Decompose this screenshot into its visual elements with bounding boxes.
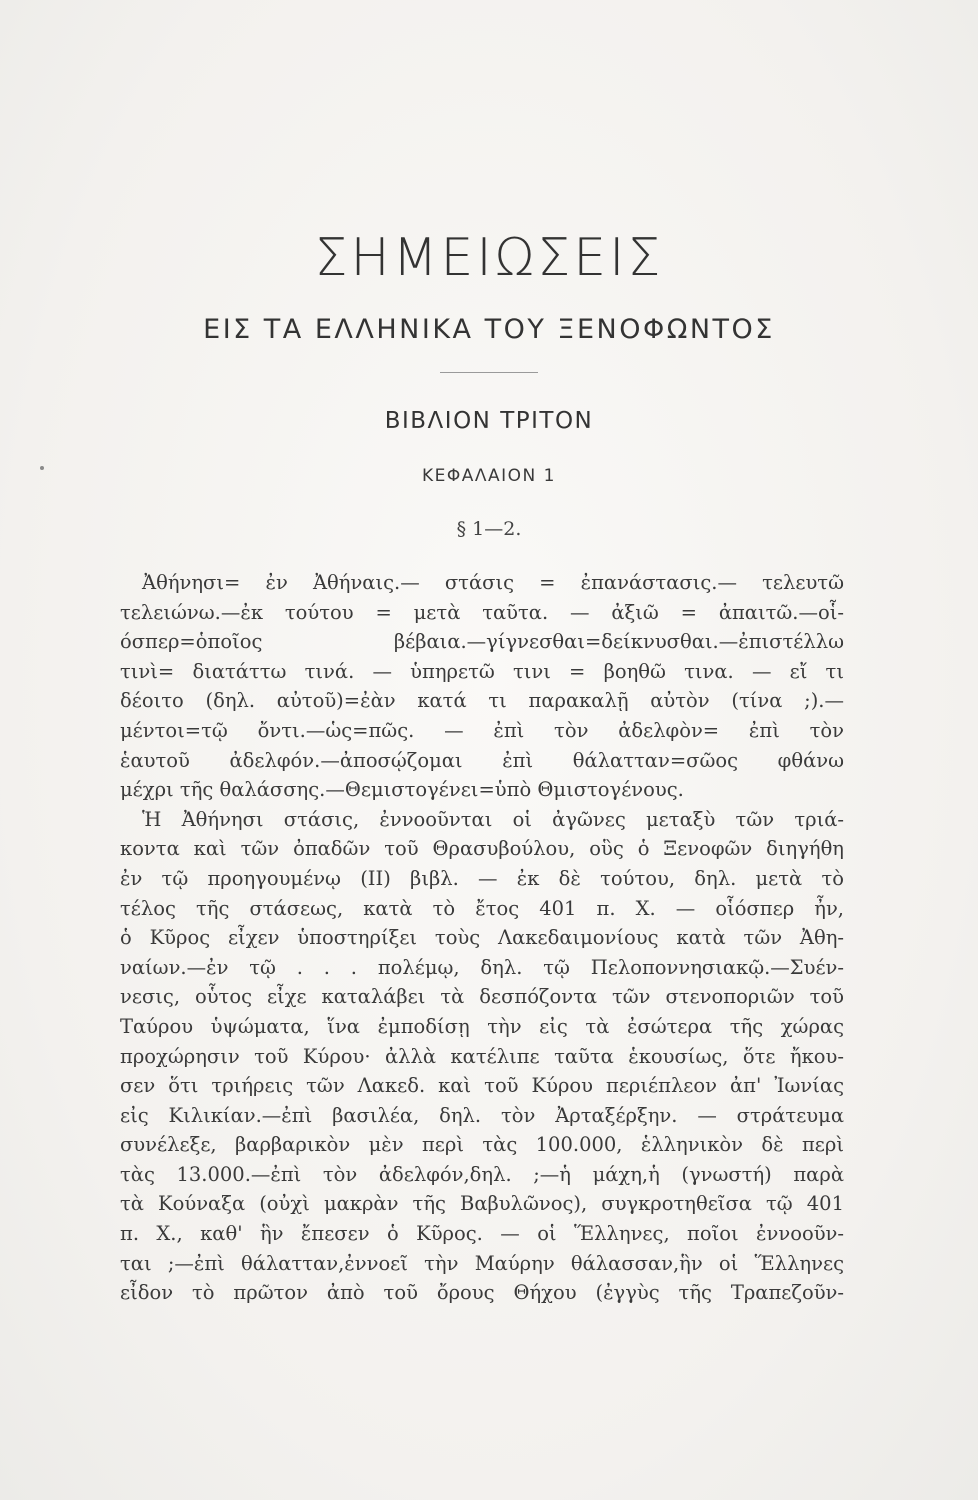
divider [440,372,538,373]
text-line: εἰς Κιλικίαν.—ἐπὶ βασιλέα, δηλ. τὸν Ἀρταξέρξην. — στράτευμα [120,1103,844,1127]
text-line: σεν ὅτι τριήρεις τῶν Λακεδ. καὶ τοῦ Κύρου περιέπλεον ἀπ' Ἰωνίας [120,1074,844,1098]
text-line: όσπερ=ὁποῖος βέβαια.—γίγνεσθαι=δείκνυσθαι.—ἐπιστέλλω [120,630,844,654]
text-line: τὰ Κούναξα (οὐχὶ μακρὰν τῆς Βαβυλῶνος), συγκροτηθεῖσα τῷ 401 [120,1192,844,1216]
text-line: ὁ Κῦρος εἶχεν ὑποστηρίξει τοὺς Λακεδαιμονίους κατὰ τῶν Ἀθη- [120,926,844,950]
text-line: δέοιτο (δηλ. αὐτοῦ)=ἐὰν κατά τι παρακαλῇ αὐτὸν (τίνα ;).— [120,689,844,713]
section-heading: § 1—2. [456,518,522,540]
text-line: προχώρησιν τοῦ Κύρου· ἀλλὰ κατέλιπε ταῦτα ἑκουσίως, ὅτε ἤκου- [120,1044,844,1068]
text-line: ναίων.—ἐν τῷ . . . πολέμῳ, δηλ. τῷ Πελοποννησιακῷ.—Συέν- [120,955,844,979]
text-line: μέχρι τῆς θαλάσσης.—Θεμιστογένει=ὑπὸ Θμιστογένους. [120,778,684,802]
text-line: εἶδον τὸ πρῶτον ἀπὸ τοῦ ὄρους Θήχου (ἐγγὺς τῆς Τραπεζοῦν- [120,1281,844,1305]
book-heading: ΒΙΒΛΙΟΝ ΤΡΙΤΟΝ [384,408,594,434]
text-line: τινὶ= διατάττω τινά. — ὑπηρετῶ τινι = βοηθῶ τινα. — εἴ τι [120,659,844,683]
text-line: κοντα καὶ τῶν ὀπαδῶν τοῦ Θρασυβούλου, οὓς ὁ Ξενοφῶν διηγήθη [120,837,844,861]
text-line: νεσις, οὗτος εἶχε καταλάβει τὰ δεσπόζοντα τῶν στενοποριῶν τοῦ [120,985,844,1009]
text-line: τέλος τῆς στάσεως, κατὰ τὸ ἔτος 401 π. Χ. — οἷόσπερ ἦν, [120,896,844,920]
text-line: Ἀθήνησι= ἐν Ἀθήναις.— στάσις = ἐπανάστασις.— τελευτῶ [142,571,844,594]
text-line: συνέλεξε, βαρβαρικὸν μὲν περὶ τὰς 100.000, ἑλληνικὸν δὲ περὶ [120,1133,844,1157]
page-title: ΣΗΜΕΙΩΣΕΙΣ [314,228,664,288]
text-line: τὰς 13.000.—ἐπὶ τὸν ἀδελφόν,δηλ. ;—ἡ μάχη,ἡ (γνωστή) παρὰ [120,1162,844,1186]
notes-body [120,568,844,1308]
text-line: π. Χ., καθ' ἣν ἔπεσεν ὁ Κῦρος. — οἱ Ἕλληνες, ποῖοι ἐννοοῦν- [120,1222,844,1246]
chapter-heading: ΚΕΦΑΛΑΙΟΝ 1 [422,466,556,486]
page-subtitle: ΕΙΣ ΤΑ ΕΛΛΗΝΙΚΑ ΤΟΥ ΞΕΝΟΦΩΝΤΟΣ [203,314,775,345]
text-line: ἐν τῷ προηγουμένῳ (ΙΙ) βιβλ. — ἐκ δὲ τούτου, δηλ. μετὰ τὸ [120,866,844,890]
text-line: μέντοι=τῷ ὄντι.—ὡς=πῶς. — ἐπὶ τὸν ἀδελφὸν= ἐπὶ τὸν [120,718,844,742]
text-line: τελειώνω.—ἐκ τούτου = μετὰ ταῦτα. — ἀξιῶ = ἀπαιτῶ.—οἷ- [120,600,844,624]
text-line: ἑαυτοῦ ἀδελφόν.—ἀποσῴζομαι ἐπὶ θάλατταν=σῶος φθάνω [120,748,844,772]
text-line: Ἡ Ἀθήνησι στάσις, ἐννοοῦνται οἱ ἀγῶνες μεταξὺ τῶν τριά- [142,807,844,831]
text-line: ται ;—ἐπὶ θάλατταν,ἐννοεῖ τὴν Μαύρην θάλασσαν,ἣν οἱ Ἕλληνες [120,1251,844,1275]
text-line: Ταύρου ὑψώματα, ἵνα ἐμποδίσῃ τὴν εἰς τὰ ἐσώτερα τῆς χώρας [120,1014,844,1038]
